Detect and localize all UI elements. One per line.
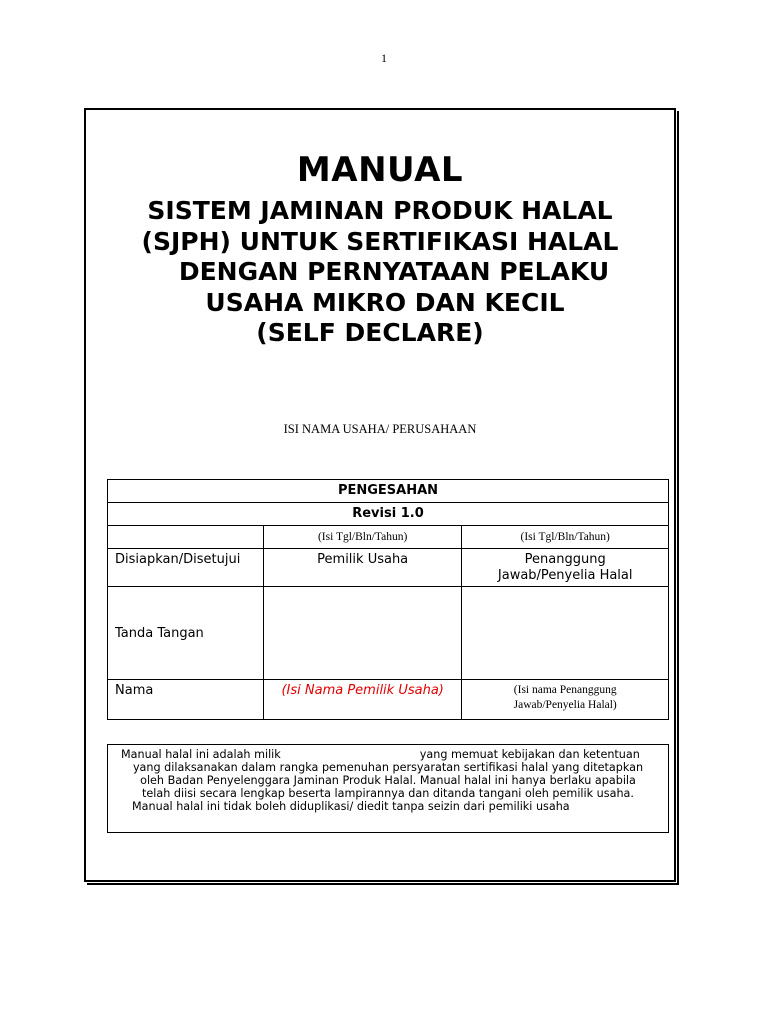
owner-name-field[interactable]: (Isi Nama Pemilik Usaha) xyxy=(263,680,462,720)
revision-label: Revisi 1.0 xyxy=(108,503,669,526)
supervisor-name-line: (Isi nama Penanggung xyxy=(513,684,617,696)
owner-role-label: Pemilik Usaha xyxy=(263,549,462,587)
owner-date-field[interactable]: (Isi Tgl/Bln/Tahun) xyxy=(263,526,462,549)
ownership-note xyxy=(107,744,669,833)
subtitle-line: (SJPH) UNTUK SERTIFIKASI HALAL xyxy=(141,226,619,256)
note-line: telah diisi secara lengkap beserta lampirannya dan ditanda tangani oleh pemilik usaha. xyxy=(142,787,634,800)
note-line: Manual halal ini tidak boleh diduplikasi/ diedit tanpa seizin dari pemiliki usaha xyxy=(132,800,570,813)
supervisor-name-line: Jawab/Penyelia Halal) xyxy=(513,699,617,711)
supervisor-name-field[interactable] xyxy=(462,680,669,720)
subtitle-line: USAHA MIKRO DAN KECIL xyxy=(205,287,565,317)
supervisor-signature-field[interactable] xyxy=(462,587,669,680)
subtitle-line: DENGAN PERNYATAAN PELAKU xyxy=(178,257,610,286)
prepared-approved-label: Disiapkan/Disetujui xyxy=(108,549,264,587)
empty-cell xyxy=(108,526,264,549)
company-name-placeholder[interactable]: ISI NAMA USAHA/ PERUSAHAAN xyxy=(283,422,477,436)
subtitle-line: SISTEM JAMINAN PRODUK HALAL xyxy=(147,196,613,225)
signature-label: Tanda Tangan xyxy=(108,587,264,680)
approval-table xyxy=(107,479,669,720)
note-text: yang memuat kebijakan dan ketentuan xyxy=(419,748,640,761)
note-line xyxy=(108,748,668,761)
approval-heading: PENGESAHAN xyxy=(108,480,669,503)
supervisor-role-line: Penanggung xyxy=(524,552,606,567)
supervisor-date-field[interactable]: (Isi Tgl/Bln/Tahun) xyxy=(462,526,669,549)
owner-signature-field[interactable] xyxy=(263,587,462,680)
note-line: oleh Badan Penyelenggara Jaminan Produk Halal. Manual halal ini hanya berlaku apabila xyxy=(140,774,636,787)
document-subtitle xyxy=(84,196,676,349)
page-number: 1 xyxy=(381,51,387,65)
supervisor-role-label xyxy=(462,549,669,587)
subtitle-line: (SELF DECLARE) xyxy=(256,318,484,347)
note-line: yang dilaksanakan dalam rangka pemenuhan persyaratan sertifikasi halal yang ditetapkan xyxy=(132,761,644,774)
document-title: MANUAL xyxy=(296,150,464,190)
note-text: Manual halal ini adalah milik xyxy=(121,748,281,761)
supervisor-role-line: Jawab/Penyelia Halal xyxy=(497,568,633,583)
name-label: Nama xyxy=(108,680,264,720)
